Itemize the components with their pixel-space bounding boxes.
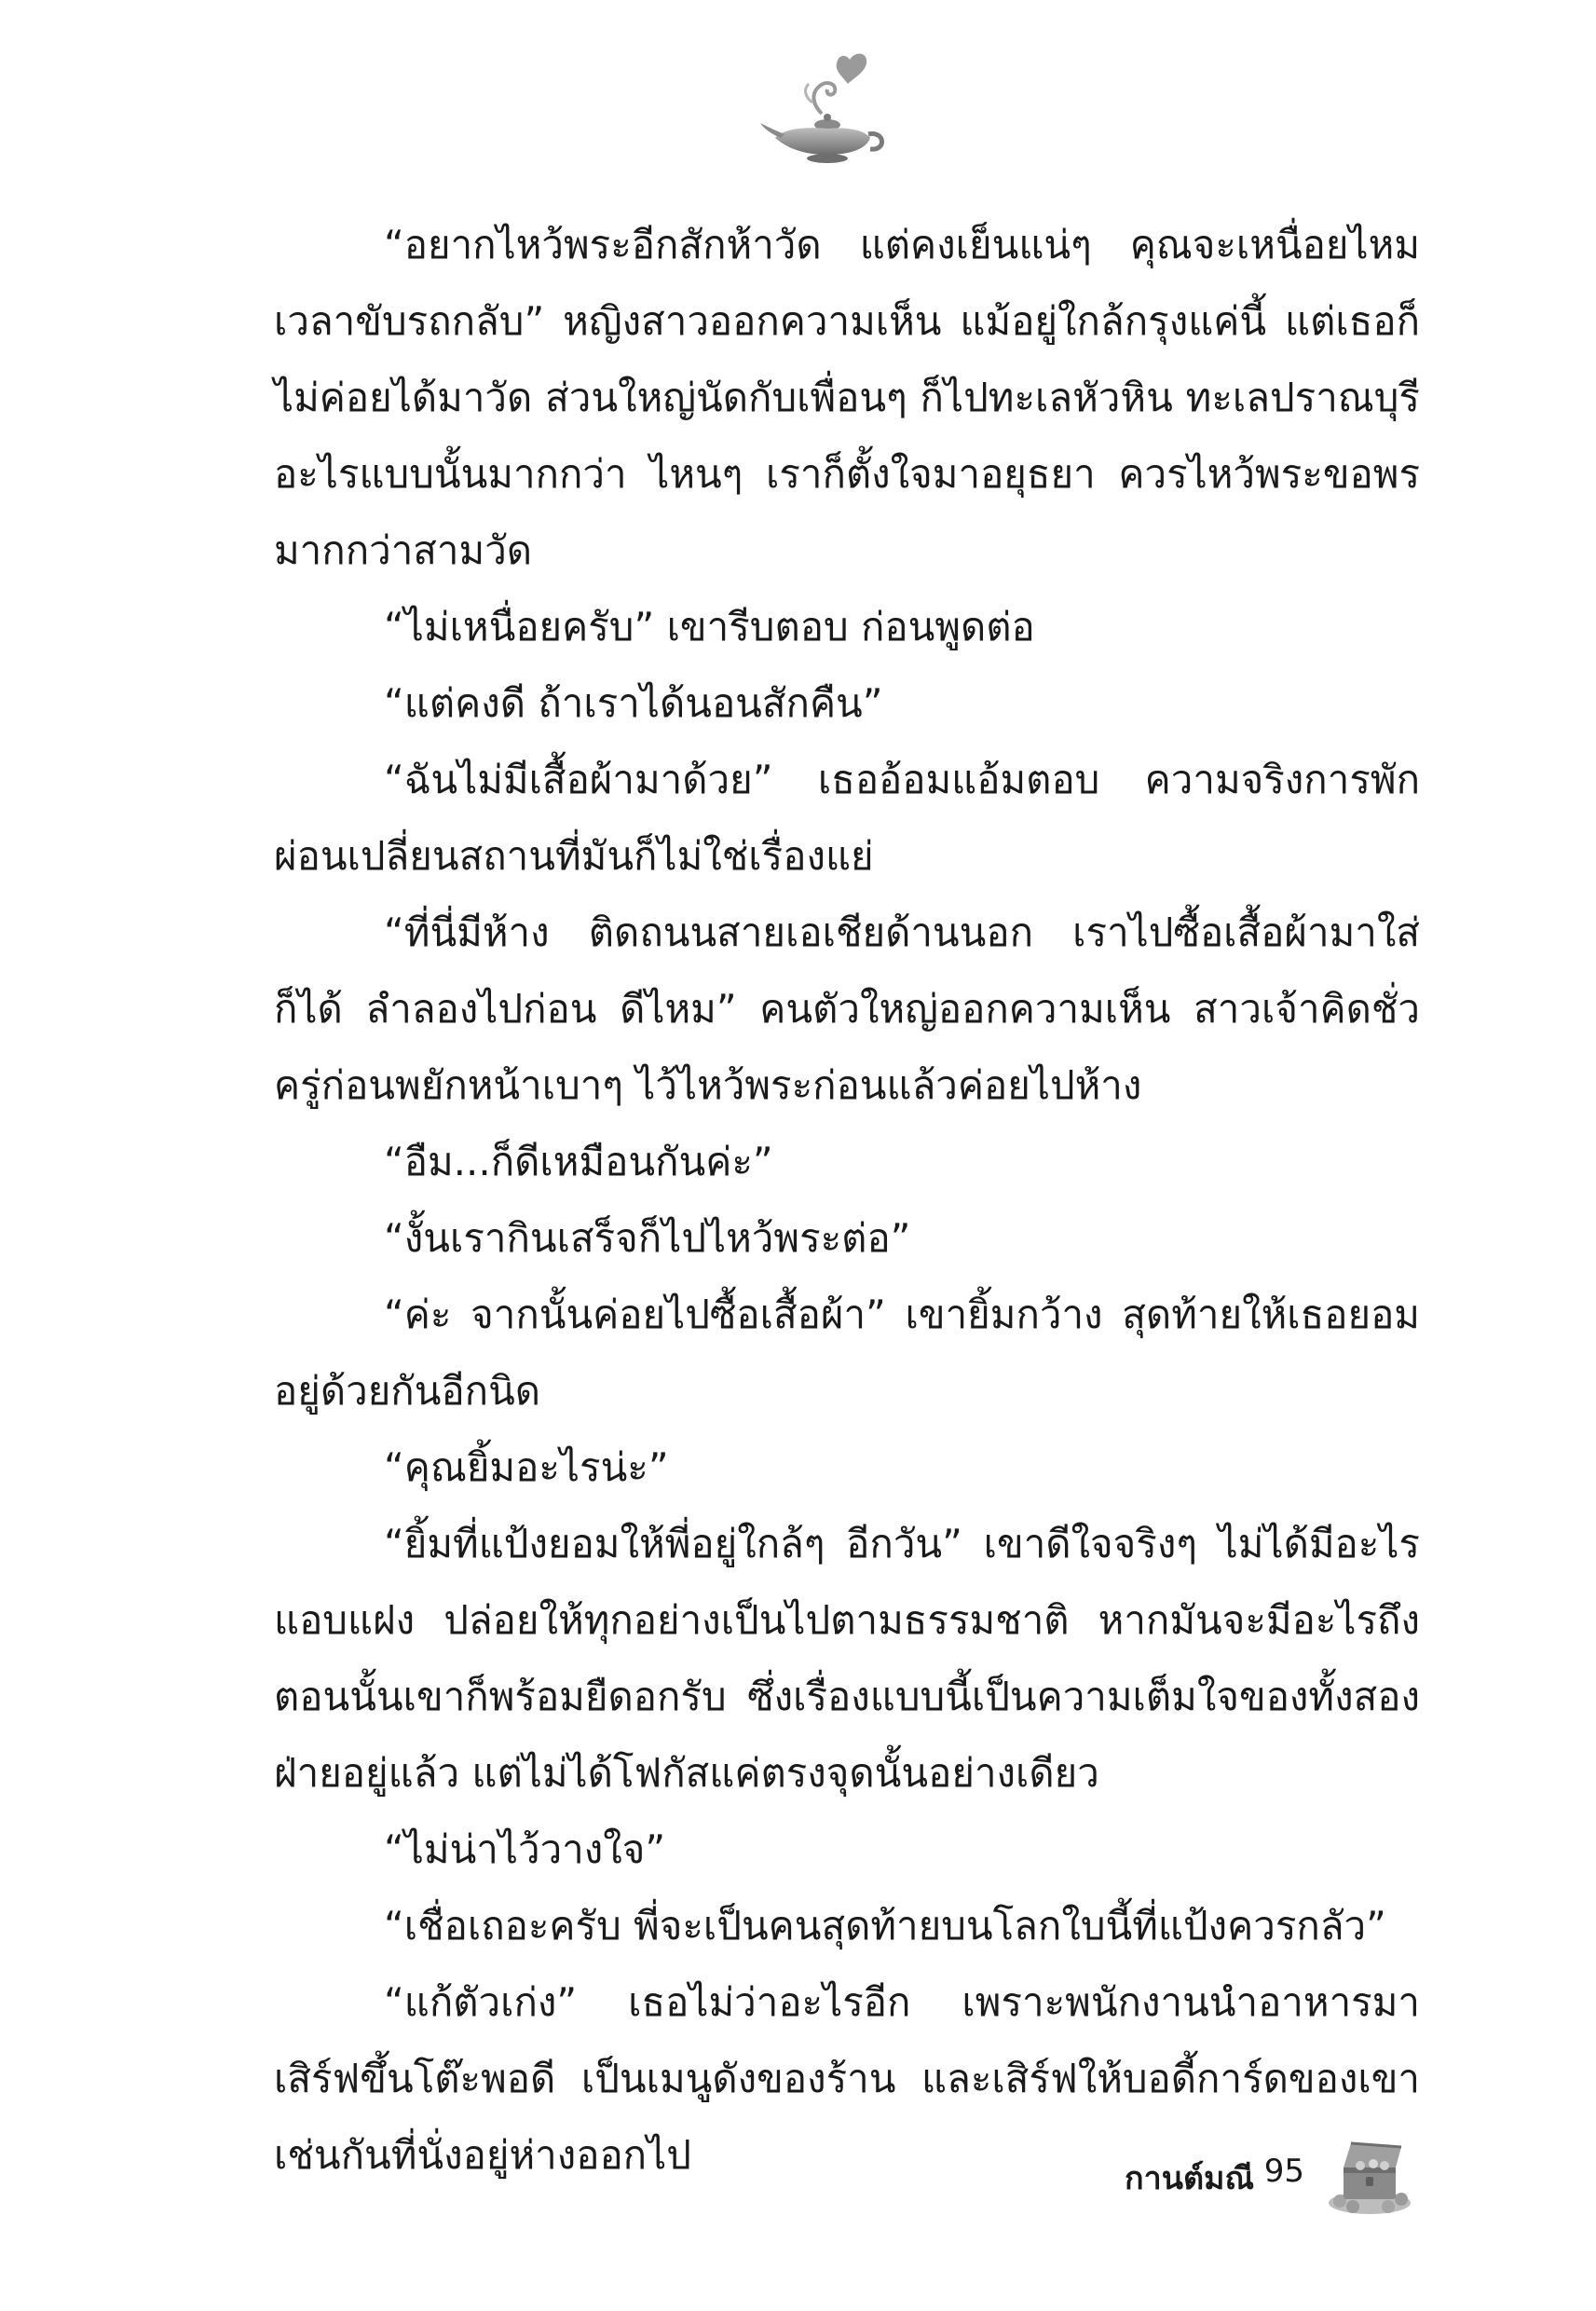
paragraph: “งั้นเรากินเสร็จก็ไปไหว้พระต่อ” bbox=[384, 1215, 911, 1261]
body-text bbox=[274, 207, 1420, 2194]
paragraph: “เชื่อเถอะครับ พี่จะเป็นคนสุดท้ายบนโลกใบนี้ที่แป้งควรกลัว” bbox=[384, 1903, 1386, 1949]
page-number: 95 bbox=[1263, 2153, 1304, 2190]
paragraph: “ไม่เหนื่อยครับ” เขารีบตอบ ก่อนพูดต่อ bbox=[384, 604, 1035, 650]
paragraph: “อยากไหว้พระอีกสักห้าวัด แต่คงเย็นแน่ๆ คุณจะเหนื่อยไหม เวลาขับรถกลับ” หญิงสาวออกความเห็น แม้อยู่ใกล้กรุงแค่นี้ แต่เธอก็ไม่ค่อยได้มาวัด ส่วนใหญ่นัดกับเพื่อนๆ ก็ไปทะเลหัวหิน ทะเลปราณบุรี อะไรแบบนั้นมากกว่า ไหนๆ เราก็ตั้งใจมาอยุธยา ควรไหว้พระขอพรมากกว่าสามวัด bbox=[274, 222, 1420, 573]
paragraph: “ฉันไม่มีเสื้อผ้ามาด้วย” เธออ้อมแอ้มตอบ ความจริงการพักผ่อนเปลี่ยนสถานที่มันก็ไม่ใช่เรื่องแย่ bbox=[274, 757, 1420, 879]
treasure-chest-icon bbox=[1323, 2134, 1416, 2218]
paragraph: “ที่นี่มีห้าง ติดถนนสายเอเชียด้านนอก เราไปซื้อเสื้อผ้ามาใส่ก็ได้ ลำลองไปก่อน ดีไหม” คนตัวใหญ่ออกความเห็น สาวเจ้าคิดชั่วครู่ก่อนพยักหน้าเบาๆ ไว้ไหว้พระก่อนแล้วค่อยไปห้าง bbox=[274, 909, 1420, 1108]
paragraph: “คุณยิ้มอะไรน่ะ” bbox=[384, 1444, 669, 1490]
paragraph: “ไม่น่าไว้วางใจ” bbox=[384, 1826, 666, 1872]
book-title: กานต์มณี bbox=[1125, 2160, 1254, 2197]
paragraph: “แต่คงดี ถ้าเราได้นอนสักคืน” bbox=[384, 680, 883, 726]
paragraph: “แก้ตัวเก่ง” เธอไม่ว่าอะไรอีก เพราะพนักงานนำอาหารมาเสิร์ฟขึ้นโต๊ะพอดี เป็นเมนูดังของร้าน และเสิร์ฟให้บอดี้การ์ดของเขาเช่นกันที่นั่งอยู่ห่างออกไป bbox=[274, 1979, 1420, 2178]
paragraph: “ค่ะ จากนั้นค่อยไปซื้อเสื้อผ้า” เขายิ้มกว้าง สุดท้ายให้เธอยอมอยู่ด้วยกันอีกนิด bbox=[274, 1292, 1420, 1414]
page-footer bbox=[1081, 2134, 1453, 2227]
paragraph: “อืม...ก็ดีเหมือนกันค่ะ” bbox=[384, 1139, 773, 1184]
paragraph: “ยิ้มที่แป้งยอมให้พี่อยู่ใกล้ๆ อีกวัน” เขาดีใจจริงๆ ไม่ได้มีอะไรแอบแฝง ปล่อยให้ทุกอย่างเป็นไปตามธรรมชาติ หากมันจะมีอะไรถึงตอนนั้นเขาก็พร้อมยืดอกรับ ซึ่งเรื่องแบบนี้เป็นความเต็มใจของทั้งสองฝ่ายอยู่แล้ว แต่ไม่ได้โฟกัสแค่ตรงจุดนั้นอย่างเดียว bbox=[274, 1521, 1420, 1796]
genie-lamp-icon bbox=[757, 48, 896, 170]
